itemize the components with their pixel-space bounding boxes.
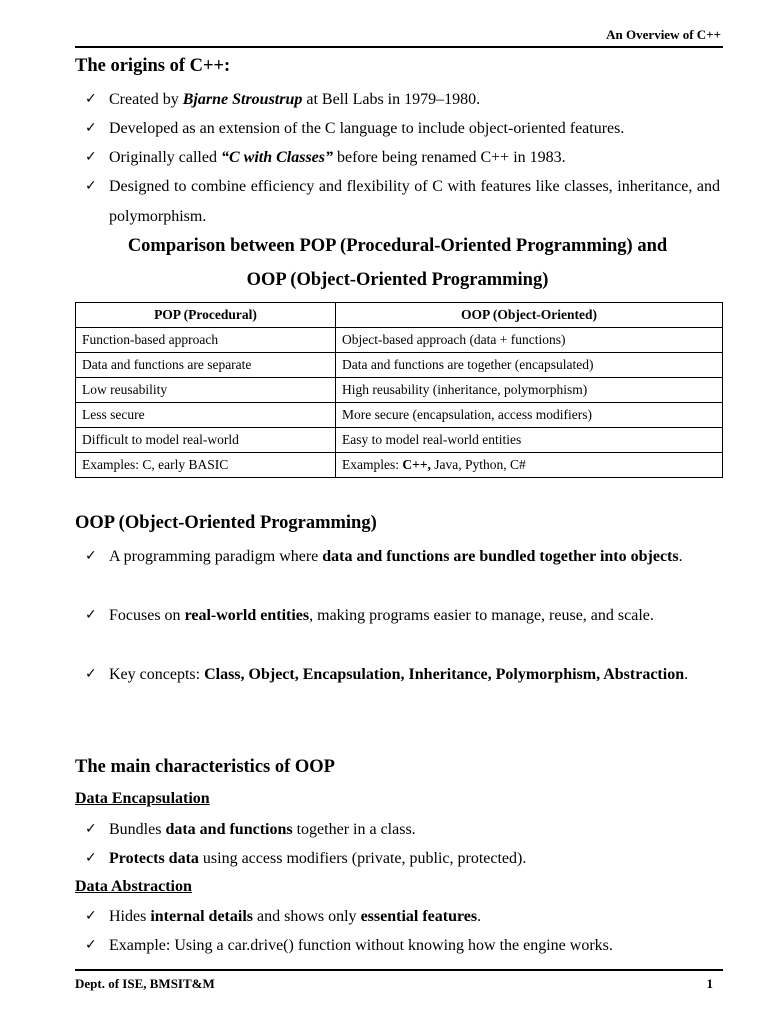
- table-cell: Data and functions are separate: [76, 353, 336, 378]
- bullet-text: Bundles data and functions together in a class.: [109, 821, 416, 838]
- checkmark-icon: ✓: [85, 149, 97, 165]
- bullet-text: Developed as an extension of the C language to include object-oriented features.: [109, 120, 625, 137]
- running-header: An Overview of C++: [606, 27, 721, 42]
- checkmark-icon: ✓: [85, 850, 97, 866]
- table-cell: Object-based approach (data + functions): [336, 328, 723, 353]
- abstraction-item-2: [85, 931, 720, 961]
- oop-item-2: [85, 601, 720, 631]
- table-cell: Data and functions are together (encapsulated): [336, 353, 723, 378]
- bullet-text: Example: Using a car.drive() function without knowing how the engine works.: [109, 937, 613, 954]
- bullet-text: Created by Bjarne Stroustrup at Bell Labs in 1979–1980.: [109, 91, 481, 108]
- origins-item-4: [85, 172, 720, 231]
- encapsulation-item-1: [85, 815, 720, 845]
- footer-dept: Dept. of ISE, BMSIT&M: [75, 976, 215, 991]
- bullet-text: Hides internal details and shows only essential features.: [109, 908, 482, 925]
- checkmark-icon: ✓: [85, 821, 97, 837]
- table-cell: Function-based approach: [76, 328, 336, 353]
- table-cell: Less secure: [76, 403, 336, 428]
- table-cell: More secure (encapsulation, access modifiers): [336, 403, 723, 428]
- checkmark-icon: ✓: [85, 178, 97, 194]
- bullet-text: Key concepts: Class, Object, Encapsulation, Inheritance, Polymorphism, Abstraction.: [109, 666, 689, 683]
- table-header-row: [76, 303, 723, 328]
- table-row: [76, 328, 723, 353]
- checkmark-icon: ✓: [85, 937, 97, 953]
- table-row: [76, 453, 723, 478]
- bullet-text: Originally called “C with Classes” before being renamed C++ in 1983.: [109, 149, 566, 166]
- table-cell: Easy to model real-world entities: [336, 428, 723, 453]
- origins-item-3: [85, 143, 720, 173]
- origins-item-1: [85, 85, 720, 115]
- checkmark-icon: ✓: [85, 607, 97, 623]
- comparison-table: [75, 302, 723, 478]
- table-header-pop: POP (Procedural): [76, 303, 336, 328]
- abstraction-item-1: [85, 902, 720, 932]
- bullet-text: Protects data using access modifiers (private, public, protected).: [109, 850, 527, 867]
- oop-item-1: [85, 542, 720, 572]
- characteristics-heading: The main characteristics of OOP: [75, 757, 335, 777]
- table-row: [76, 428, 723, 453]
- comparison-title-line1: Comparison between POP (Procedural-Oriented Programming) and: [127, 236, 668, 256]
- table-row: [76, 403, 723, 428]
- page-number: 1: [706, 976, 713, 991]
- table-row: [76, 353, 723, 378]
- encapsulation-subheading: Data Encapsulation: [75, 790, 210, 807]
- bullet-text: A programming paradigm where data and functions are bundled together into objects.: [109, 548, 683, 565]
- checkmark-icon: ✓: [85, 120, 97, 136]
- table-cell: Examples: C++, Java, Python, C#: [336, 453, 723, 478]
- table-cell: High reusability (inheritance, polymorphism): [336, 378, 723, 403]
- origins-item-2: [85, 114, 720, 144]
- table-cell: Low reusability: [76, 378, 336, 403]
- bullet-text: Focuses on real-world entities, making programs easier to manage, reuse, and scale.: [109, 607, 654, 624]
- checkmark-icon: ✓: [85, 666, 97, 682]
- checkmark-icon: ✓: [85, 91, 97, 107]
- bullet-text: Designed to combine efficiency and flexibility of C with features like classes, inheritance, and polymorphism.: [109, 178, 720, 225]
- comparison-title-line2: OOP (Object-Oriented Programming): [246, 270, 549, 290]
- header-rule: [75, 46, 723, 48]
- table-row: [76, 378, 723, 403]
- checkmark-icon: ✓: [85, 548, 97, 564]
- abstraction-subheading: Data Abstraction: [75, 878, 192, 895]
- encapsulation-item-2: [85, 844, 720, 874]
- oop-item-3: [85, 660, 720, 690]
- origins-heading: The origins of C++:: [75, 56, 231, 76]
- table-cell: Difficult to model real-world: [76, 428, 336, 453]
- footer-rule: [75, 969, 723, 971]
- checkmark-icon: ✓: [85, 908, 97, 924]
- table-header-oop: OOP (Object-Oriented): [336, 303, 723, 328]
- oop-heading: OOP (Object-Oriented Programming): [75, 513, 377, 533]
- table-cell: Examples: C, early BASIC: [76, 453, 336, 478]
